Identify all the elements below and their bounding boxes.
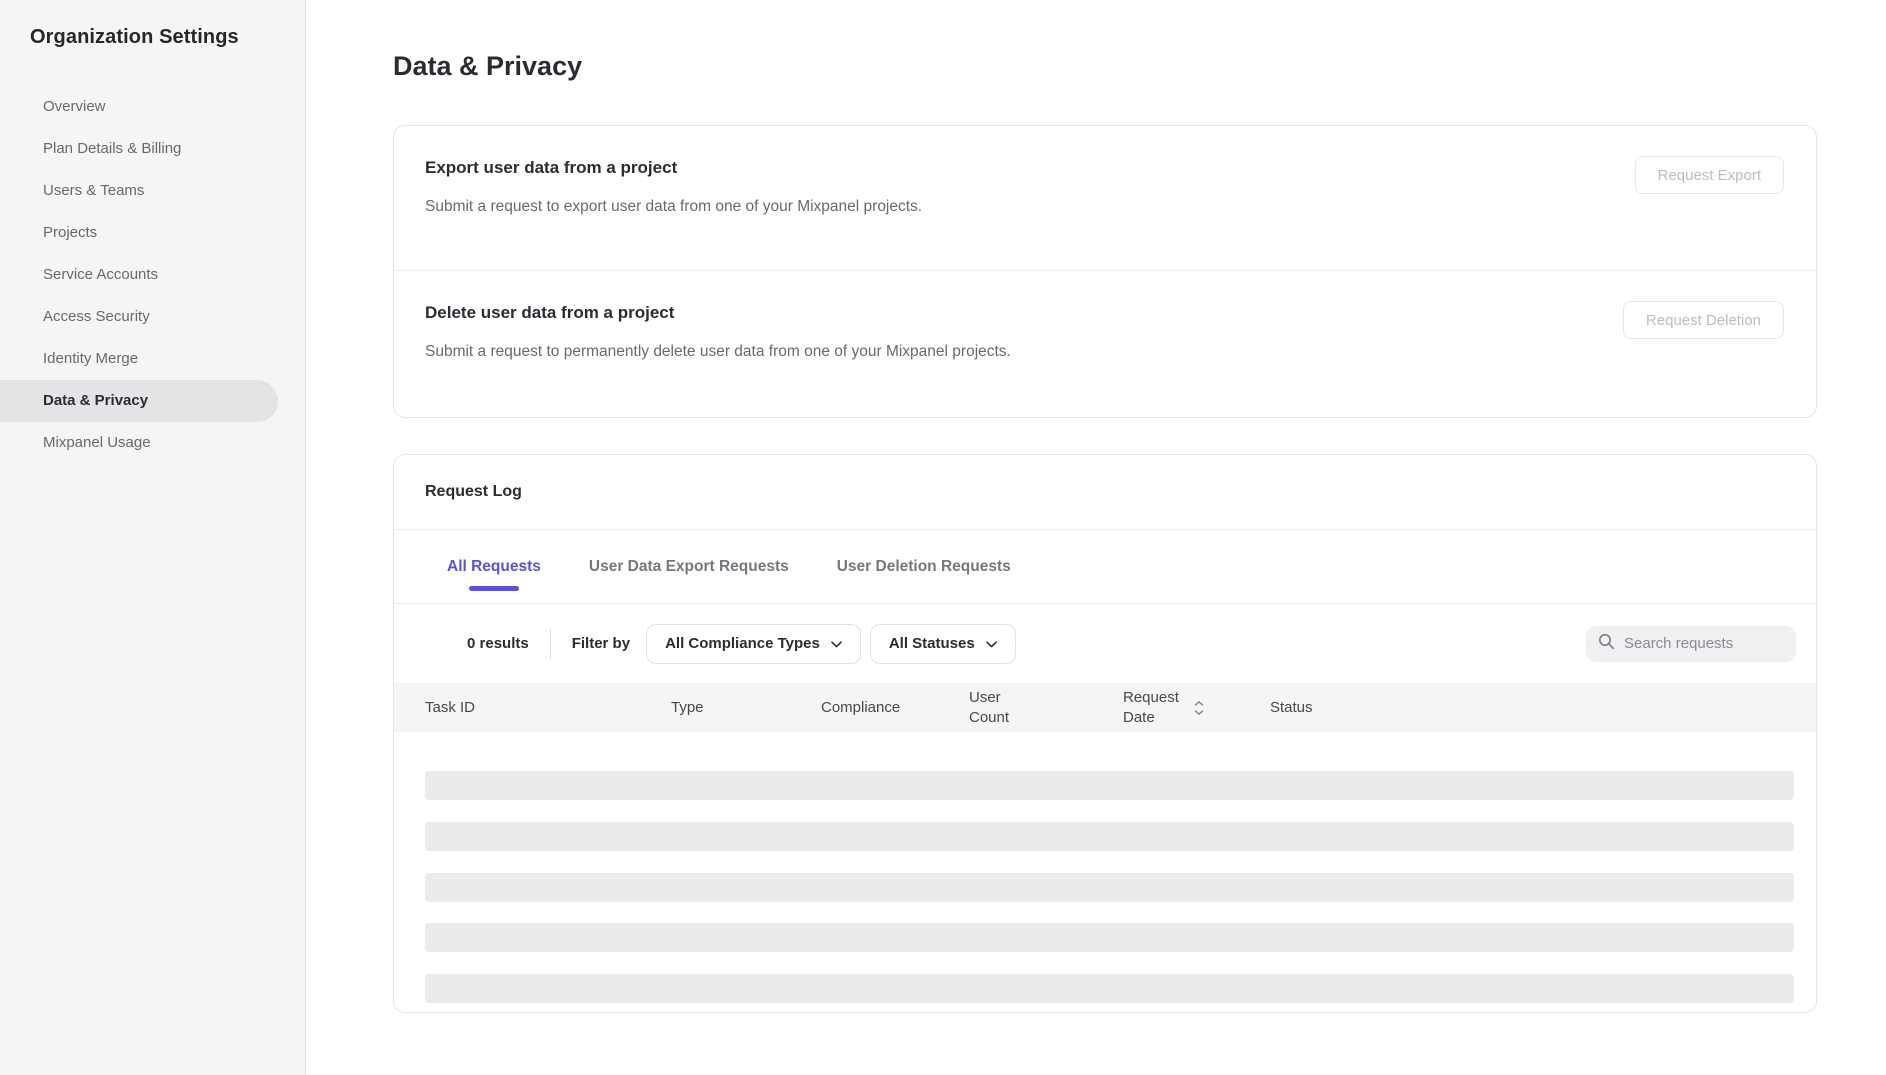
- sort-request-date-icon[interactable]: [1194, 700, 1204, 716]
- sidebar-item-projects[interactable]: Projects: [43, 224, 98, 241]
- column-header-user-count: User Count: [969, 688, 1010, 726]
- sidebar: [0, 0, 306, 1075]
- column-header-compliance: Compliance: [821, 698, 901, 716]
- column-header-type: Type: [671, 698, 704, 716]
- sidebar-item-data-privacy[interactable]: Data & Privacy: [0, 380, 278, 422]
- column-header-task-id: Task ID: [425, 698, 476, 716]
- chevron-down-icon: [831, 635, 842, 652]
- sidebar-nav: [0, 86, 306, 464]
- tab-all-requests[interactable]: [447, 530, 541, 603]
- column-header-status: Status: [1270, 698, 1313, 716]
- request-log-title: Request Log: [425, 483, 522, 500]
- statuses-dropdown-label: All Statuses: [888, 635, 975, 652]
- delete-user-data-section: [394, 270, 1816, 414]
- column-header-request-date: Request Date: [1123, 688, 1179, 726]
- skeleton-row: [425, 974, 1794, 1003]
- export-user-data-section: [394, 126, 1816, 270]
- filter-row: [394, 604, 1816, 683]
- compliance-types-dropdown-label: All Compliance Types: [665, 635, 820, 652]
- delete-section-description: Submit a request to permanently delete user data from one of your Mixpanel projects.: [425, 343, 1011, 360]
- sidebar-title: Organization Settings: [30, 26, 239, 48]
- request-log-card: [393, 454, 1817, 1013]
- skeleton-row: [425, 771, 1794, 800]
- search-icon: [1598, 633, 1615, 655]
- search-requests-input[interactable]: [1624, 635, 1784, 652]
- sidebar-item-plan-details-billing[interactable]: Plan Details & Billing: [43, 140, 182, 157]
- sidebar-item-overview[interactable]: Overview: [43, 98, 106, 115]
- chevron-down-icon: [986, 635, 997, 652]
- sidebar-item-identity-merge[interactable]: Identity Merge: [43, 350, 139, 367]
- sidebar-item-users-teams[interactable]: Users & Teams: [43, 182, 145, 199]
- sidebar-item-access-security[interactable]: Access Security: [43, 308, 150, 325]
- delete-section-title: Delete user data from a project: [425, 303, 675, 322]
- statuses-dropdown[interactable]: [870, 624, 1016, 664]
- export-section-description: Submit a request to export user data from one of your Mixpanel projects.: [425, 198, 923, 215]
- skeleton-row: [425, 923, 1794, 952]
- table-header-row: [394, 683, 1816, 732]
- sidebar-item-service-accounts[interactable]: Service Accounts: [43, 266, 159, 283]
- search-requests-box[interactable]: [1586, 626, 1796, 662]
- tab-label: All Requests: [447, 557, 541, 575]
- active-tab-underline: [469, 586, 519, 591]
- request-export-button[interactable]: Request Export: [1635, 156, 1784, 194]
- page-title: Data & Privacy: [393, 51, 583, 81]
- request-log-tabs: [394, 530, 1816, 604]
- export-section-title: Export user data from a project: [425, 158, 678, 177]
- request-log-header: [394, 455, 1816, 530]
- tab-user-deletion-requests[interactable]: [837, 530, 1011, 603]
- skeleton-row: [425, 873, 1794, 902]
- tab-label: User Data Export Requests: [588, 557, 789, 575]
- results-count: 0 results: [467, 635, 529, 652]
- skeleton-row: [425, 822, 1794, 851]
- request-deletion-button[interactable]: Request Deletion: [1623, 301, 1784, 339]
- data-actions-card: [393, 125, 1817, 418]
- compliance-types-dropdown[interactable]: [646, 624, 861, 664]
- filter-by-label: Filter by: [571, 635, 631, 652]
- tab-user-data-export-requests[interactable]: [589, 530, 789, 603]
- tab-label: User Deletion Requests: [836, 557, 1011, 575]
- sidebar-item-mixpanel-usage[interactable]: Mixpanel Usage: [43, 434, 151, 451]
- vertical-divider: [550, 629, 551, 659]
